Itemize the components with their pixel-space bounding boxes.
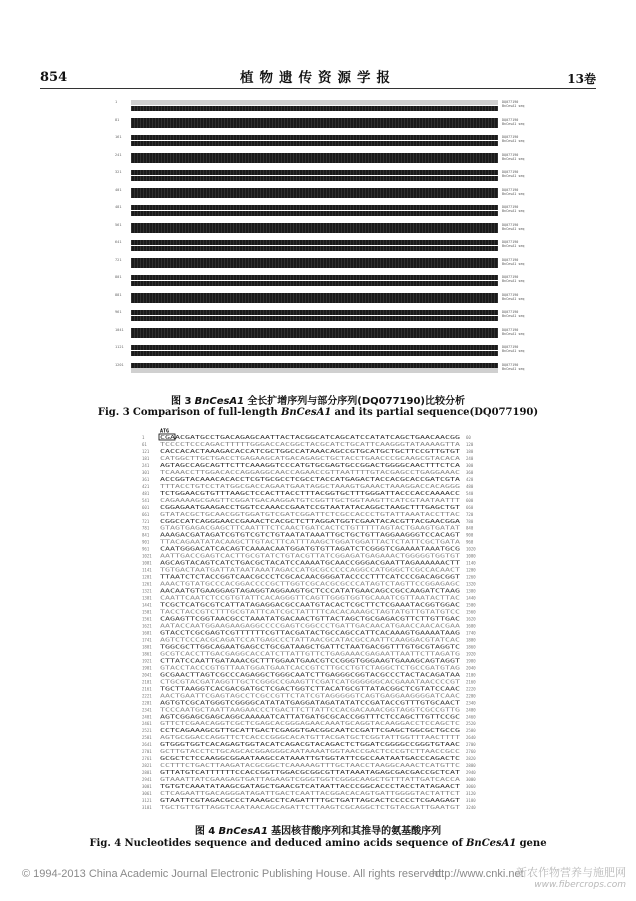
start-codon-label: ATG (160, 428, 170, 435)
alignment-row-number: 961 (115, 310, 122, 314)
seq-line-count: 720 (466, 511, 474, 517)
seq-line-number: 1261 (142, 581, 152, 587)
label-query: BnCesA1 seq (502, 349, 525, 354)
nucleotide-line: CGAACGATGCCTGACAGAGCAATTACTACGGCATCAGCATCCATATCAGCTGAACAACGG (160, 434, 460, 441)
seq-line-number: 781 (142, 525, 150, 531)
seq-line-number: 2461 (142, 721, 152, 727)
watermark-line-1: 新农作物营养与施肥网 (516, 866, 626, 879)
alignment-seq-reference (131, 328, 498, 333)
seq-line-count: 900 (466, 532, 474, 538)
seq-line-number: 841 (142, 532, 150, 538)
label-query: BnCesA1 seq (502, 139, 525, 144)
nucleotide-line: GTACCTCGCGAGTCGTTTTTTCGTTACGATACTGCCAGCCATTCACAAAGTGAAAATAAG (160, 630, 460, 637)
cnki-link[interactable]: http://www.cnki.net (432, 868, 524, 880)
seq-line-count: 1380 (466, 588, 476, 594)
alignment-seq-labels (502, 153, 540, 162)
seq-line-number: 2761 (142, 756, 152, 762)
label-query: BnCesA1 seq (502, 261, 525, 266)
seq-line-number: 661 (142, 511, 150, 517)
label-query: BnCesA1 seq (502, 296, 525, 301)
alignment-seq-query (131, 106, 498, 111)
seq-line-number: 61 (142, 441, 147, 447)
alignment-seq-query (131, 333, 498, 338)
alignment-seq-query (131, 281, 498, 286)
label-query: BnCesA1 seq (502, 244, 525, 249)
alignment-seq-labels (502, 328, 540, 337)
nucleotide-line: TCTGGAACGTGTTTAAGCTCCACTTACCTTTACGGTGCTTTGGGATTACCCACCAAAACC (160, 490, 460, 497)
alignment-row-number: 81 (115, 117, 120, 122)
seq-line-count: 960 (466, 539, 474, 545)
amino-acid-line: TGCTGTTGTTAGGTCAATAACAGCAGATTCTTAAGTCGCAGGCTCTGTACGATTGAATGT (160, 805, 460, 812)
alignment-row-number: 1041 (115, 327, 124, 332)
alignment-seq-labels (502, 345, 540, 354)
fig3-en-prefix: Fig. 3 (97, 407, 130, 418)
seq-line-count: 3120 (466, 791, 476, 797)
seq-line-count: 1800 (466, 637, 476, 643)
seq-line-count: 180 (466, 448, 474, 454)
seq-line-number: 2881 (142, 770, 152, 776)
amino-acid-line: GTAGTGAGACGAGCTTCAATTTCTCAACTGATCACTCTGTTTTTAGTACTGAAGTGATAT (160, 525, 460, 532)
seq-line-count: 1500 (466, 602, 476, 608)
seq-line-count: 480 (466, 483, 474, 489)
label-reference: DQ077190 (502, 292, 519, 297)
alignment-row-number: 1201 (115, 362, 124, 367)
nucleotide-line: CAATGGGACATCACAGTCAAAACAATGGATGTGTTAGATCTCGGGTCGAAAATAAATGCG (160, 546, 460, 553)
alignment-seq-reference (131, 170, 498, 175)
seq-line-count: 2040 (466, 665, 476, 671)
label-query: BnCesA1 seq (502, 156, 525, 161)
alignment-seq-reference (131, 275, 498, 280)
page-number: 854 (40, 70, 68, 85)
seq-line-count: 300 (466, 462, 474, 468)
seq-line-count: 1980 (466, 658, 476, 664)
seq-line-count: 1740 (466, 630, 476, 636)
seq-line-number: 1081 (142, 560, 152, 566)
seq-line-count: 3060 (466, 784, 476, 790)
alignment-seq-query (131, 351, 498, 356)
seq-line-count: 60 (466, 434, 471, 440)
amino-acid-line: TTTACCTGTCCTATGGCGACCAGAATGAATAGGCTAAAGTGAAACTAAAGGACCACAGGG (160, 483, 460, 490)
seq-line-number: 721 (142, 518, 150, 524)
nucleotide-line: TTAATCTCTACCGGTCAACGCCCTCGCACAACGGGATACCCCTTTCATCCCGACAGCGGT (160, 574, 460, 581)
nucleotide-line: AAAGACGATAGATCGTGTCGTCTGTAATATAAATTGCTGCTGTTAGGAAGGGTCCACAGT (160, 532, 460, 539)
alignment-seq-labels (502, 188, 540, 197)
seq-line-number: 1561 (142, 616, 152, 622)
alignment-seq-reference (131, 135, 498, 140)
alignment-seq-labels (502, 100, 540, 109)
label-reference: DQ077190 (502, 205, 519, 209)
seq-line-number: 121 (142, 448, 150, 454)
label-reference: DQ077190 (502, 135, 519, 139)
seq-line-count: 120 (466, 441, 474, 447)
fig4-zh-gene: BnCesA1 (218, 826, 268, 837)
fig3-en-gene: BnCesA1 (280, 407, 332, 418)
label-query: BnCesA1 seq (502, 331, 525, 336)
label-reference: DQ077190 (502, 187, 519, 192)
label-query: BnCesA1 seq (502, 226, 525, 231)
label-reference: DQ077190 (502, 170, 519, 174)
seq-line-number: 1201 (142, 574, 152, 580)
amino-acid-line: AGTGCGGACCAGGTTCTCACCCGGGCACATGTTACGATGCTCGGTATTGGTTTAACTTTT (160, 735, 460, 742)
alignment-row-number: 801 (115, 275, 122, 279)
seq-line-number: 301 (142, 469, 150, 475)
amino-acid-line: CTCAGAATTGACAGGGATAGATTGACTCAATTACGGACACAGTGATTGGGGTACTATTCT (160, 791, 460, 798)
alignment-seq-query (131, 263, 498, 268)
nucleotide-line: TGCTTAAGGTCACGACGATGCTCGACTGGTCTTACATGCGTTATACGGCTCGTATCCAAC (160, 686, 460, 693)
seq-line-number: 1141 (142, 567, 152, 573)
figure-3-caption-zh (40, 392, 596, 407)
seq-line-count: 2160 (466, 679, 476, 685)
figure-3-alignment (115, 100, 525, 382)
seq-line-number: 541 (142, 497, 150, 503)
seq-line-count: 1920 (466, 651, 476, 657)
alignment-row-number: 481 (115, 205, 122, 209)
alignment-seq-reference (131, 153, 498, 158)
seq-line-count: 2580 (466, 728, 476, 734)
alignment-seq-reference (131, 223, 498, 228)
amino-acid-line: GTACCTACCCGTGTTAATGGATGAATCACCGTCTTGCCTGTCTAGGCTCTGCCGATGTAG (160, 665, 460, 672)
seq-line-count: 3240 (466, 805, 476, 811)
figure-4-caption-en (40, 838, 596, 849)
seq-line-number: 421 (142, 483, 150, 489)
seq-line-count: 2700 (466, 742, 476, 748)
seq-line-number: 1681 (142, 630, 152, 636)
seq-line-number: 2521 (142, 728, 152, 734)
seq-line-count: 1440 (466, 595, 476, 601)
nucleotide-line: TGTGTCAAATATAAGCGATAGCTGAACGTCATAATTACCCGGCACCCTACCTATAGAACT (160, 784, 460, 791)
seq-line-number: 1381 (142, 595, 152, 601)
seq-line-count: 1860 (466, 644, 476, 650)
amino-acid-line: TGTGACTAATGATTATAATAAATAGACCATGCGCCCCCAGGCCATGGGCTCGCCACAACT (160, 567, 460, 574)
seq-line-count: 1560 (466, 609, 476, 615)
label-query: BnCesA1 seq (502, 209, 525, 214)
seq-line-number: 2821 (142, 763, 152, 769)
nucleotide-line: GCGCTCTCCAAGGCGGAATAAGCCATAAATTGTGGTATTCGCCAATAATGACCCAGACTC (160, 756, 460, 763)
fig3-zh-text: 全长扩增序列与部分序列(DQ077190)比较分析 (247, 396, 466, 407)
alignment-seq-reference (131, 310, 498, 315)
seq-line-count: 1080 (466, 553, 476, 559)
seq-line-number: 1321 (142, 588, 152, 594)
amino-acid-line: TCAAACCTTGGACACCAGGAGGCAACCAGAACCGTTAATTTTGTACGAGCCTGAGGAAAC (160, 469, 460, 476)
label-reference: DQ077190 (502, 310, 519, 314)
label-query: BnCesA1 seq (502, 279, 525, 284)
seq-line-count: 360 (466, 469, 474, 475)
alignment-seq-labels (502, 258, 540, 267)
seq-line-number: 2221 (142, 693, 152, 699)
label-query: BnCesA1 seq (502, 104, 525, 109)
amino-acid-line: CAGAAAAGCGAGTTCGGATGACAAGGATGTCGGTTGCTGGTAAGTTCATCGTAATAATTT (160, 497, 460, 504)
seq-line-count: 1620 (466, 616, 476, 622)
seq-line-number: 3001 (142, 784, 152, 790)
nucleotide-line: TCGCTCATGCGTCATTATAGAGGACGCCAATGTACACTCGCTTCTCGAAATACGGTGGAC (160, 602, 460, 609)
amino-acid-line: AAACTGTATGCCCACGGACCCCGCTTGGTCGCACGCGCCCATAGTCTAGTTCCGGAGAGC (160, 581, 460, 588)
seq-line-number: 1801 (142, 644, 152, 650)
seq-line-number: 601 (142, 504, 150, 510)
seq-line-count: 1200 (466, 567, 476, 573)
alignment-seq-query (131, 316, 498, 321)
seq-line-count: 2520 (466, 721, 476, 727)
alignment-seq-query (131, 246, 498, 251)
amino-acid-line: AGTCTCCCACGCAGATCCATGAGCCCTATTAACGCATACGCCAATTCAAGGACGTATCAC (160, 637, 460, 644)
alignment-row-number: 881 (115, 292, 122, 297)
alignment-seq-reference (131, 188, 498, 193)
nucleotide-line: GTAATTCGTAGACGCCCTAAAGCCTCAGATTTTGCTGATTAGCACTCCCCCTCGAAGAGT (160, 798, 460, 805)
label-query: BnCesA1 seq (502, 191, 525, 196)
amino-acid-line: GTATACGCTGCAACGGTGGATGTCGATCGGATTCTCGCCACCCTGTATTAAATACCTTAC (160, 511, 460, 518)
running-header (40, 62, 596, 86)
seq-line-count: 1020 (466, 546, 476, 552)
label-query: BnCesA1 seq (502, 314, 525, 319)
nucleotide-line: ACCGGTACAAACACACCTCGTGCGCCTCGCCTACCATGAGACTACCACGCACCGATCGTA (160, 476, 462, 483)
alignment-seq-query (131, 228, 498, 233)
nucleotide-line: CACCACACTAAAGACACCATCGCTGGCCATAAACAGCCGTGCATGCTGCTTCCGTTGTGT (160, 448, 460, 455)
fig3-zh-prefix: 图 3 (170, 396, 192, 407)
seq-line-count: 840 (466, 525, 474, 531)
label-reference: DQ077190 (502, 152, 519, 157)
alignment-seq-query (131, 176, 498, 181)
sequence-grid (140, 428, 486, 816)
alignment-seq-labels (502, 170, 540, 179)
nucleotide-line: AGTAGCCAGCAGTTCTTCAAAGGTCCCATGTGCGAGTGCCGGACTGGGGCAACTTTCTCA (160, 462, 462, 469)
alignment-row-number: 241 (115, 152, 122, 157)
seq-line-count: 540 (466, 490, 474, 496)
alignment-seq-query (131, 193, 498, 198)
fig3-en-text-1: Comparison of full-length (132, 407, 278, 418)
seq-line-number: 1861 (142, 651, 152, 657)
seq-line-count: 2340 (466, 700, 476, 706)
seq-line-count: 780 (466, 518, 474, 524)
fig4-en-prefix: Fig. 4 (89, 838, 122, 849)
figure-3-caption-en (40, 407, 596, 418)
alignment-row-number: 321 (115, 170, 122, 174)
nucleotide-line: CGGCCATCAGGGAACCGAAACTCACGCTCTTAGGATGGTCGAATACACGTTACGAACGGA (160, 518, 462, 525)
seq-line-number: 3181 (142, 805, 152, 811)
seq-line-number: 2581 (142, 735, 152, 741)
nucleotide-line: CAGAGTTCGGTAACGCCTAAATATGACAACTGTTACTAGCTGCGAGACGTTCTTGTTGAC (160, 616, 460, 623)
label-reference: DQ077190 (502, 257, 519, 262)
amino-acid-line: GCTTGTACCTCTGCAGCACGGAGGGCAATAAAATGGTAACCGACTCCCGTCTTAACCGCC (160, 749, 460, 756)
seq-line-number: 2701 (142, 749, 152, 755)
alignment-row-number: 401 (115, 187, 122, 192)
amino-acid-line: TACCTACCGTCTTTGCGTATTCATCGCTATTTTCACACAAAGCTAGTATGTTGTATGTCC (160, 609, 460, 616)
nucleotide-line: AGCAGTACAGTCATCTGACGCTACATCCAAAATGCAACCGGGACGAATTAGAAAAAACTT (160, 560, 460, 567)
nucleotide-line: AGTGTCGCATGGGTCGGGGCATATATGAGGATAGATATATCCGATACCGTTTGTGCAACT (160, 700, 460, 707)
fig4-en-gene: BnCesA1 (465, 838, 517, 849)
alignment-row-number: 641 (115, 240, 122, 244)
amino-acid-line: AATACCAATGGAAGAAGAGGCCCCGAGTCGGCCCTGATTGACAACATGAACCAACACGAA (160, 623, 462, 630)
alignment-seq-reference (131, 100, 498, 105)
header-rule (40, 88, 596, 89)
fig4-en-text: Nucleotides sequence and deduced amino acids sequence of (124, 838, 463, 849)
amino-acid-line: TTACAGAATATACAAGCTTGTACTTCATTTAAGCTGGATGGATTACTCTATTCGCTGATA (160, 539, 462, 546)
alignment-seq-labels (502, 275, 540, 284)
label-reference: DQ077190 (502, 240, 519, 244)
nucleotide-line: GTTATGTCATTTTTTCCACCGGTTGGACGCGGCGTTATAAATAGAGCGACGACCGCTCAT (160, 770, 460, 777)
seq-line-count: 2940 (466, 770, 476, 776)
seq-line-count: 2880 (466, 763, 476, 769)
amino-acid-line: TCCCAATGCTAATTAAGAACCCTGACTTCTTATTCCACGACAAACGGTAGGTCGCCGTTG (160, 707, 460, 714)
seq-line-count: 2460 (466, 714, 476, 720)
alignment-row-number: 1121 (115, 345, 124, 349)
seq-line-number: 1621 (142, 623, 152, 629)
seq-line-count: 2400 (466, 707, 476, 713)
alignment-seq-reference (131, 205, 498, 210)
amino-acid-line: AATTGACCGAGTCACTTGCGTATCTGTACGTTATCGGAGATGAGAAACTGGGGGTGGTGT (160, 553, 460, 560)
seq-line-count: 1680 (466, 623, 476, 629)
alignment-seq-reference (131, 363, 498, 368)
seq-line-count: 2220 (466, 686, 476, 692)
alignment-seq-labels (502, 293, 540, 302)
alignment-seq-reference (131, 240, 498, 245)
alignment-seq-labels (502, 363, 540, 372)
amino-acid-line: GTAAATTATCGAAGAGTGATTAGAAGTCGGGTGGTCGGGCAAGCTGTTTATTGATCACCA (160, 777, 462, 784)
seq-line-count: 2280 (466, 693, 476, 699)
seq-line-count: 420 (466, 476, 474, 482)
watermark-line-2: www.fibercrops.com (534, 880, 626, 890)
seq-line-count: 1140 (466, 560, 476, 566)
journal-title: 植物遗传资源学报 (240, 70, 396, 86)
alignment-seq-query (131, 368, 498, 373)
seq-line-count: 660 (466, 504, 474, 510)
nucleotide-line: TGGCGCTTGGCAGAATGAGCCTGCGATAAGCTGATTCTAATGACGGTTTGTGCGTAGGTC (160, 644, 460, 651)
seq-line-count: 600 (466, 497, 474, 503)
copyright-notice: © 1994-2013 China Academic Journal Electronic Publishing House. All rights reserved. (22, 868, 445, 880)
seq-line-number: 2401 (142, 714, 152, 720)
fig4-zh-text: 基因核苷酸序列和其推导的氨基酸序列 (271, 826, 442, 837)
label-reference: DQ077190 (502, 275, 519, 279)
label-reference: DQ077190 (502, 222, 519, 227)
nucleotide-line: CGGAGAATGAAGACCTGGTCCAAACCGAATCCGTAATATACAGGCTAAGCTTTGAGCTGT (160, 504, 460, 511)
alignment-row-number: 721 (115, 257, 122, 262)
nucleotide-line: AGTCGGAGCGAGCAGGCAAAAATCATTATGATGCGCACCGGTTTCTCCAGCTTGTTCCGC (160, 714, 460, 721)
seq-line-count: 240 (466, 455, 474, 461)
amino-acid-line: CCTTTCTGACTTAAGATACGCGGCTCAAAAAGTTTGCTAACCTAAGGCAAACTCATGTTC (160, 763, 460, 770)
seq-line-number: 181 (142, 455, 150, 461)
seq-line-number: 2281 (142, 700, 152, 706)
seq-line-number: 3061 (142, 791, 152, 797)
seq-line-count: 2640 (466, 735, 476, 741)
label-query: BnCesA1 seq (502, 174, 525, 179)
seq-line-number: 901 (142, 539, 150, 545)
nucleotide-line: AACAATGTGAAGGAGTAGAGGTAGGAAGTGCTCCCATATGAACAGCCGCCAAGATCTAAG (160, 588, 460, 595)
volume-label: 13卷 (567, 72, 596, 86)
seq-line-count: 3180 (466, 798, 476, 804)
alignment-seq-query (131, 123, 498, 128)
seq-line-count: 1260 (466, 574, 476, 580)
seq-line-number: 1021 (142, 553, 152, 559)
figure-4-caption-zh (40, 822, 596, 837)
label-reference: DQ077190 (502, 100, 519, 104)
seq-line-number: 2941 (142, 777, 152, 783)
nucleotide-line: CCTCAGAAAGCGTTGCATTGACTCGAGGTGACGGCAATCCGATTCGAGCTGGCGCTGCCG (160, 728, 460, 735)
fig4-en-suffix: gene (519, 838, 547, 849)
alignment-seq-query (131, 211, 498, 216)
label-query: BnCesA1 seq (502, 121, 525, 126)
seq-line-count: 1320 (466, 581, 476, 587)
figure-4-sequence (140, 428, 486, 816)
seq-line-count: 2760 (466, 749, 476, 755)
alignment-seq-reference (131, 293, 498, 298)
amino-acid-line: CTGCGTACGATAGGTTGCTCGGGCCGAAGTTCGATCATGGGGGGCACGAAATAACCCCGT (160, 679, 460, 686)
amino-acid-line: GCGTCACCTTGACGAGGCACCATCTTATTGTTCTGAGAAACGAGAATTAATTCTTAGATG (160, 651, 460, 658)
amino-acid-line: TCCCCTCCCAGACTTTTTGGGACCACGGCTACGCATCTGCATTCAAGGGTATAAAAGTTA (160, 441, 462, 448)
seq-line-count: 2820 (466, 756, 476, 762)
alignment-seq-labels (502, 240, 540, 249)
seq-line-number: 1741 (142, 637, 152, 643)
label-reference: DQ077190 (502, 345, 519, 349)
fig3-zh-gene: BnCesA1 (194, 396, 245, 407)
nucleotide-line: GCGAACTTAGTCGCCCAGAGGCTGGGCAATCTTGAGGGCGGTACGCCCTACTACAGATAA (160, 672, 462, 679)
alignment-seq-query (131, 141, 498, 146)
seq-line-number: 1501 (142, 609, 152, 615)
alignment-seq-reference (131, 345, 498, 350)
label-query: BnCesA1 seq (502, 366, 525, 371)
seq-line-number: 1921 (142, 658, 152, 664)
fig3-en-text-2: and its partial sequence(DQ077190) (334, 407, 539, 418)
alignment-row-number: 1 (115, 100, 118, 104)
alignment-seq-reference (131, 118, 498, 123)
watermark (496, 864, 626, 890)
seq-line-number: 2101 (142, 679, 152, 685)
alignment-seq-labels (502, 310, 540, 319)
seq-line-number: 2161 (142, 686, 152, 692)
alignment-row-number: 161 (115, 135, 122, 139)
seq-line-number: 1441 (142, 602, 152, 608)
label-reference: DQ077190 (502, 362, 519, 367)
alignment-seq-reference (131, 258, 498, 263)
amino-acid-line: AACTGAATTCGAGTAGCCTCGCCGTTCTATCGTAGGGGGTCAGTGAGGAAGGGGATCAAC (160, 693, 460, 700)
seq-line-number: 961 (142, 546, 150, 552)
alignment-seq-query (131, 298, 498, 303)
seq-line-count: 3000 (466, 777, 476, 783)
seq-line-number: 361 (142, 476, 150, 482)
alignment-seq-labels (502, 135, 540, 144)
seq-line-number: 1981 (142, 665, 152, 671)
seq-line-count: 2100 (466, 672, 476, 678)
seq-line-number: 481 (142, 490, 150, 496)
seq-line-number: 1 (142, 434, 145, 440)
nucleotide-line: CTTATCCAATTGATAAACGCTTTGGAATGAACGTCCGGGTGGGAAGTGAAAGCAGTAGGT (160, 658, 460, 665)
label-reference: DQ077190 (502, 327, 519, 332)
seq-line-number: 2641 (142, 742, 152, 748)
fig4-zh-prefix: 图 4 (194, 826, 216, 837)
alignment-seq-query (131, 158, 498, 163)
seq-line-number: 2341 (142, 707, 152, 713)
amino-acid-line: CAATTCAATCTCCGTGTATTCACAGGGTTCAGTTGGGTGGTGCAAATCGTTAATACTTAC (160, 595, 460, 602)
alignment-seq-labels (502, 205, 540, 214)
amino-acid-line: GTTCTCGAACAGGTCGCTCGAGCACGGGAGAACAAATGCAGGTACAAGGACCTCCAGCTC (160, 721, 460, 728)
seq-line-number: 2041 (142, 672, 152, 678)
seq-line-number: 241 (142, 462, 150, 468)
alignment-seq-labels (502, 223, 540, 232)
amino-acid-line: CATGGCTTGCTGACCTGAGAAGCATGACAGAGCTGCTACCTGAACCCGCAAGCGTACACA (160, 455, 462, 462)
seq-line-number: 3121 (142, 798, 152, 804)
alignment-row-number: 561 (115, 222, 122, 227)
alignment-seq-labels (502, 118, 540, 127)
label-reference: DQ077190 (502, 117, 519, 122)
nucleotide-line: GTGGGTGGTCACAGAGTGGTACATCAGACGTACAGACTCTGGATCGGGGCCGGGTGTAAC (160, 742, 460, 749)
